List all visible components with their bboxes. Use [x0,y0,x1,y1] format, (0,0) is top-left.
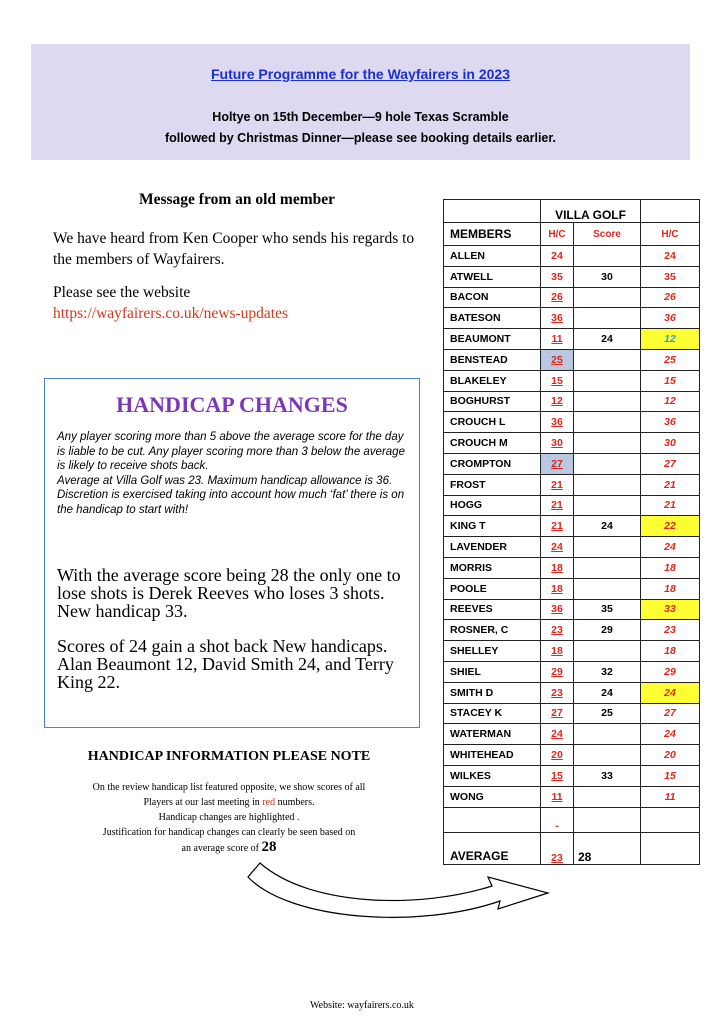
member-score: 32 [574,661,641,682]
member-name: CROMPTON [444,453,541,474]
table-row [444,745,700,766]
info-line-5 [44,840,414,856]
table-row [444,433,700,454]
website-link[interactable]: https://wayfairers.co.uk/news-updates [53,305,289,322]
message-para-1: We have heard from Ken Cooper who sends his regards to the members of Wayfairers. [53,230,415,268]
member-score [574,433,641,454]
member-hc: 21 [541,495,574,516]
member-hc: 35 [541,266,574,287]
member-name: BEAUMONT [444,329,541,350]
handicap-summary [57,566,417,691]
handicap-summary-1: With the average score being 28 the only one to lose shots is Derek Reeves who loses 3 shots. New handicap 33. [57,565,401,621]
member-name: WILKES [444,765,541,786]
member-hc: 27 [541,453,574,474]
table-row [444,412,700,433]
table-row [444,765,700,786]
blank-mark: - [541,807,574,832]
info-title: HANDICAP INFORMATION PLEASE NOTE [87,749,371,764]
member-name: CROUCH L [444,412,541,433]
member-new-hc: 24 [641,724,700,745]
table-row [444,474,700,495]
handicap-changes-box [44,378,420,728]
header-members: MEMBERS [444,223,541,246]
handicap-table [443,199,700,865]
member-hc: 24 [541,246,574,267]
member-score [574,724,641,745]
message-para-2: Please see the website [53,284,191,301]
member-name: BENSTEAD [444,349,541,370]
table-row [444,724,700,745]
info-line-2a: Players at our last meeting in [143,797,263,808]
member-hc: 15 [541,765,574,786]
member-score: 30 [574,266,641,287]
member-name: SHIEL [444,661,541,682]
table-row [444,370,700,391]
member-new-hc: 24 [641,682,700,703]
member-new-hc: 35 [641,266,700,287]
member-new-hc: 24 [641,537,700,558]
member-new-hc: 36 [641,412,700,433]
member-name: CROUCH M [444,433,541,454]
member-hc: 26 [541,287,574,308]
table-row [444,682,700,703]
member-score [574,745,641,766]
member-new-hc: 21 [641,495,700,516]
member-score [574,246,641,267]
member-hc: 36 [541,599,574,620]
member-new-hc: 24 [641,246,700,267]
member-hc: 25 [541,349,574,370]
blank-cell [574,807,641,832]
member-name: ROSNER, C [444,620,541,641]
header-score: Score [574,223,641,246]
table-row [444,703,700,724]
curved-arrow-icon [230,855,680,925]
member-new-hc: 12 [641,391,700,412]
member-new-hc: 22 [641,516,700,537]
member-hc: 11 [541,786,574,807]
programme-line-1: Holtye on 15th December—9 hole Texas Scramble [212,110,509,124]
member-name: SMITH D [444,682,541,703]
member-name: BLAKELEY [444,370,541,391]
member-new-hc: 21 [641,474,700,495]
member-new-hc: 20 [641,745,700,766]
header-hc: H/C [541,223,574,246]
table-row [444,287,700,308]
member-hc: 23 [541,682,574,703]
table-row [444,349,700,370]
member-score [574,578,641,599]
member-score: 24 [574,329,641,350]
member-new-hc: 18 [641,641,700,662]
table-row [444,246,700,267]
member-score [574,349,641,370]
handicap-rules [57,430,412,517]
member-name: LAVENDER [444,537,541,558]
member-score: 29 [574,620,641,641]
member-new-hc: 15 [641,765,700,786]
member-name: BACON [444,287,541,308]
table-row [444,557,700,578]
member-score [574,537,641,558]
info-line-2 [44,795,414,810]
member-new-hc: 11 [641,786,700,807]
member-hc: 24 [541,724,574,745]
member-hc: 23 [541,620,574,641]
info-line-2b: numbers. [275,797,315,808]
handicap-rule-1: Any player scoring more than 5 above the average score for the day is liable to be cut. Any player scoring more than 3 below the average is likely to receive shots back. [57,431,405,472]
member-name: WATERMAN [444,724,541,745]
member-hc: 18 [541,557,574,578]
member-hc: 20 [541,745,574,766]
handicap-summary-3: Alan Beaumont 12, David Smith 24, and Terry King 22. [57,654,394,692]
member-name: BATESON [444,308,541,329]
member-hc: 29 [541,661,574,682]
member-new-hc: 12 [641,329,700,350]
member-score [574,495,641,516]
table-row [444,786,700,807]
member-name: ALLEN [444,246,541,267]
table-row [444,620,700,641]
member-new-hc: 36 [641,308,700,329]
table-row [444,578,700,599]
member-new-hc: 30 [641,433,700,454]
member-score: 35 [574,599,641,620]
handicap-table-body [444,246,700,865]
member-score: 24 [574,516,641,537]
table-row [444,266,700,287]
member-hc: 21 [541,516,574,537]
member-name: BOGHURST [444,391,541,412]
programme-title[interactable]: Future Programme for the Wayfairers in 2023 [210,66,511,82]
member-hc: 11 [541,329,574,350]
info-line-3: Handicap changes are highlighted . [158,812,300,823]
member-score: 33 [574,765,641,786]
member-hc: 15 [541,370,574,391]
member-score: 25 [574,703,641,724]
member-score [574,453,641,474]
member-new-hc: 27 [641,703,700,724]
info-average-score: 28 [261,839,277,855]
member-score [574,287,641,308]
member-score [574,308,641,329]
member-name: KING T [444,516,541,537]
member-new-hc: 25 [641,349,700,370]
member-name: FROST [444,474,541,495]
member-name: HOGG [444,495,541,516]
member-hc: 30 [541,433,574,454]
table-row [444,391,700,412]
member-new-hc: 23 [641,620,700,641]
member-score [574,412,641,433]
header-new-hc: H/C [641,223,700,246]
member-hc: 12 [541,391,574,412]
footer-website[interactable]: Website: wayfairers.co.uk [310,1000,414,1011]
info-line-4: Justification for handicap changes can clearly be seen based on [102,827,356,838]
info-line-1: On the review handicap list featured opposite, we show scores of all [92,782,366,793]
member-name: MORRIS [444,557,541,578]
table-row [444,453,700,474]
member-hc: 18 [541,578,574,599]
table-row [444,329,700,350]
member-score [574,641,641,662]
member-hc: 27 [541,703,574,724]
member-new-hc: 18 [641,557,700,578]
member-name: REEVES [444,599,541,620]
member-score [574,557,641,578]
member-score [574,391,641,412]
message-body [53,228,423,324]
member-name: WONG [444,786,541,807]
average-label: AVERAGE [444,832,541,864]
average-score: 28 [574,832,641,864]
member-hc: 36 [541,412,574,433]
message-title: Message from an old member [138,191,335,208]
member-score [574,370,641,391]
blank-cell [444,807,541,832]
member-hc: 21 [541,474,574,495]
member-new-hc: 29 [641,661,700,682]
member-score [574,474,641,495]
programme-banner [31,44,690,160]
member-new-hc: 15 [641,370,700,391]
member-name: SHELLEY [444,641,541,662]
member-new-hc: 18 [641,578,700,599]
member-hc: 18 [541,641,574,662]
programme-line-2: followed by Christmas Dinner—please see booking details earlier. [164,131,557,145]
venue-name: VILLA GOLF [541,200,641,223]
venue-blank-right [641,200,700,223]
member-new-hc: 26 [641,287,700,308]
blank-row [444,807,700,832]
member-score: 24 [574,682,641,703]
info-line-5a: an average score of [181,843,262,854]
table-row [444,308,700,329]
table-row [444,495,700,516]
member-name: POOLE [444,578,541,599]
table-row [444,537,700,558]
member-new-hc: 27 [641,453,700,474]
header-row [444,223,700,246]
venue-row [444,200,700,223]
venue-blank [444,200,541,223]
member-name: STACEY K [444,703,541,724]
info-body [44,780,414,856]
member-name: WHITEHEAD [444,745,541,766]
handicap-changes-title: HANDICAP CHANGES [116,392,348,417]
member-name: ATWELL [444,266,541,287]
average-hc: 23 [541,832,574,864]
info-red-word: red [262,797,276,808]
member-hc: 24 [541,537,574,558]
member-new-hc: 33 [641,599,700,620]
handicap-summary-2: Scores of 24 gain a shot back New handicaps. [57,636,388,656]
handicap-rule-2: Average at Villa Golf was 23. Maximum handicap allowance is 36. Discretion is exercised taking into account how much ‘fat’ there is on the handicap to start with! [57,474,405,516]
table-row [444,641,700,662]
table-row [444,661,700,682]
table-row [444,516,700,537]
member-hc: 36 [541,308,574,329]
blank-cell [641,807,700,832]
table-row [444,599,700,620]
member-score [574,786,641,807]
